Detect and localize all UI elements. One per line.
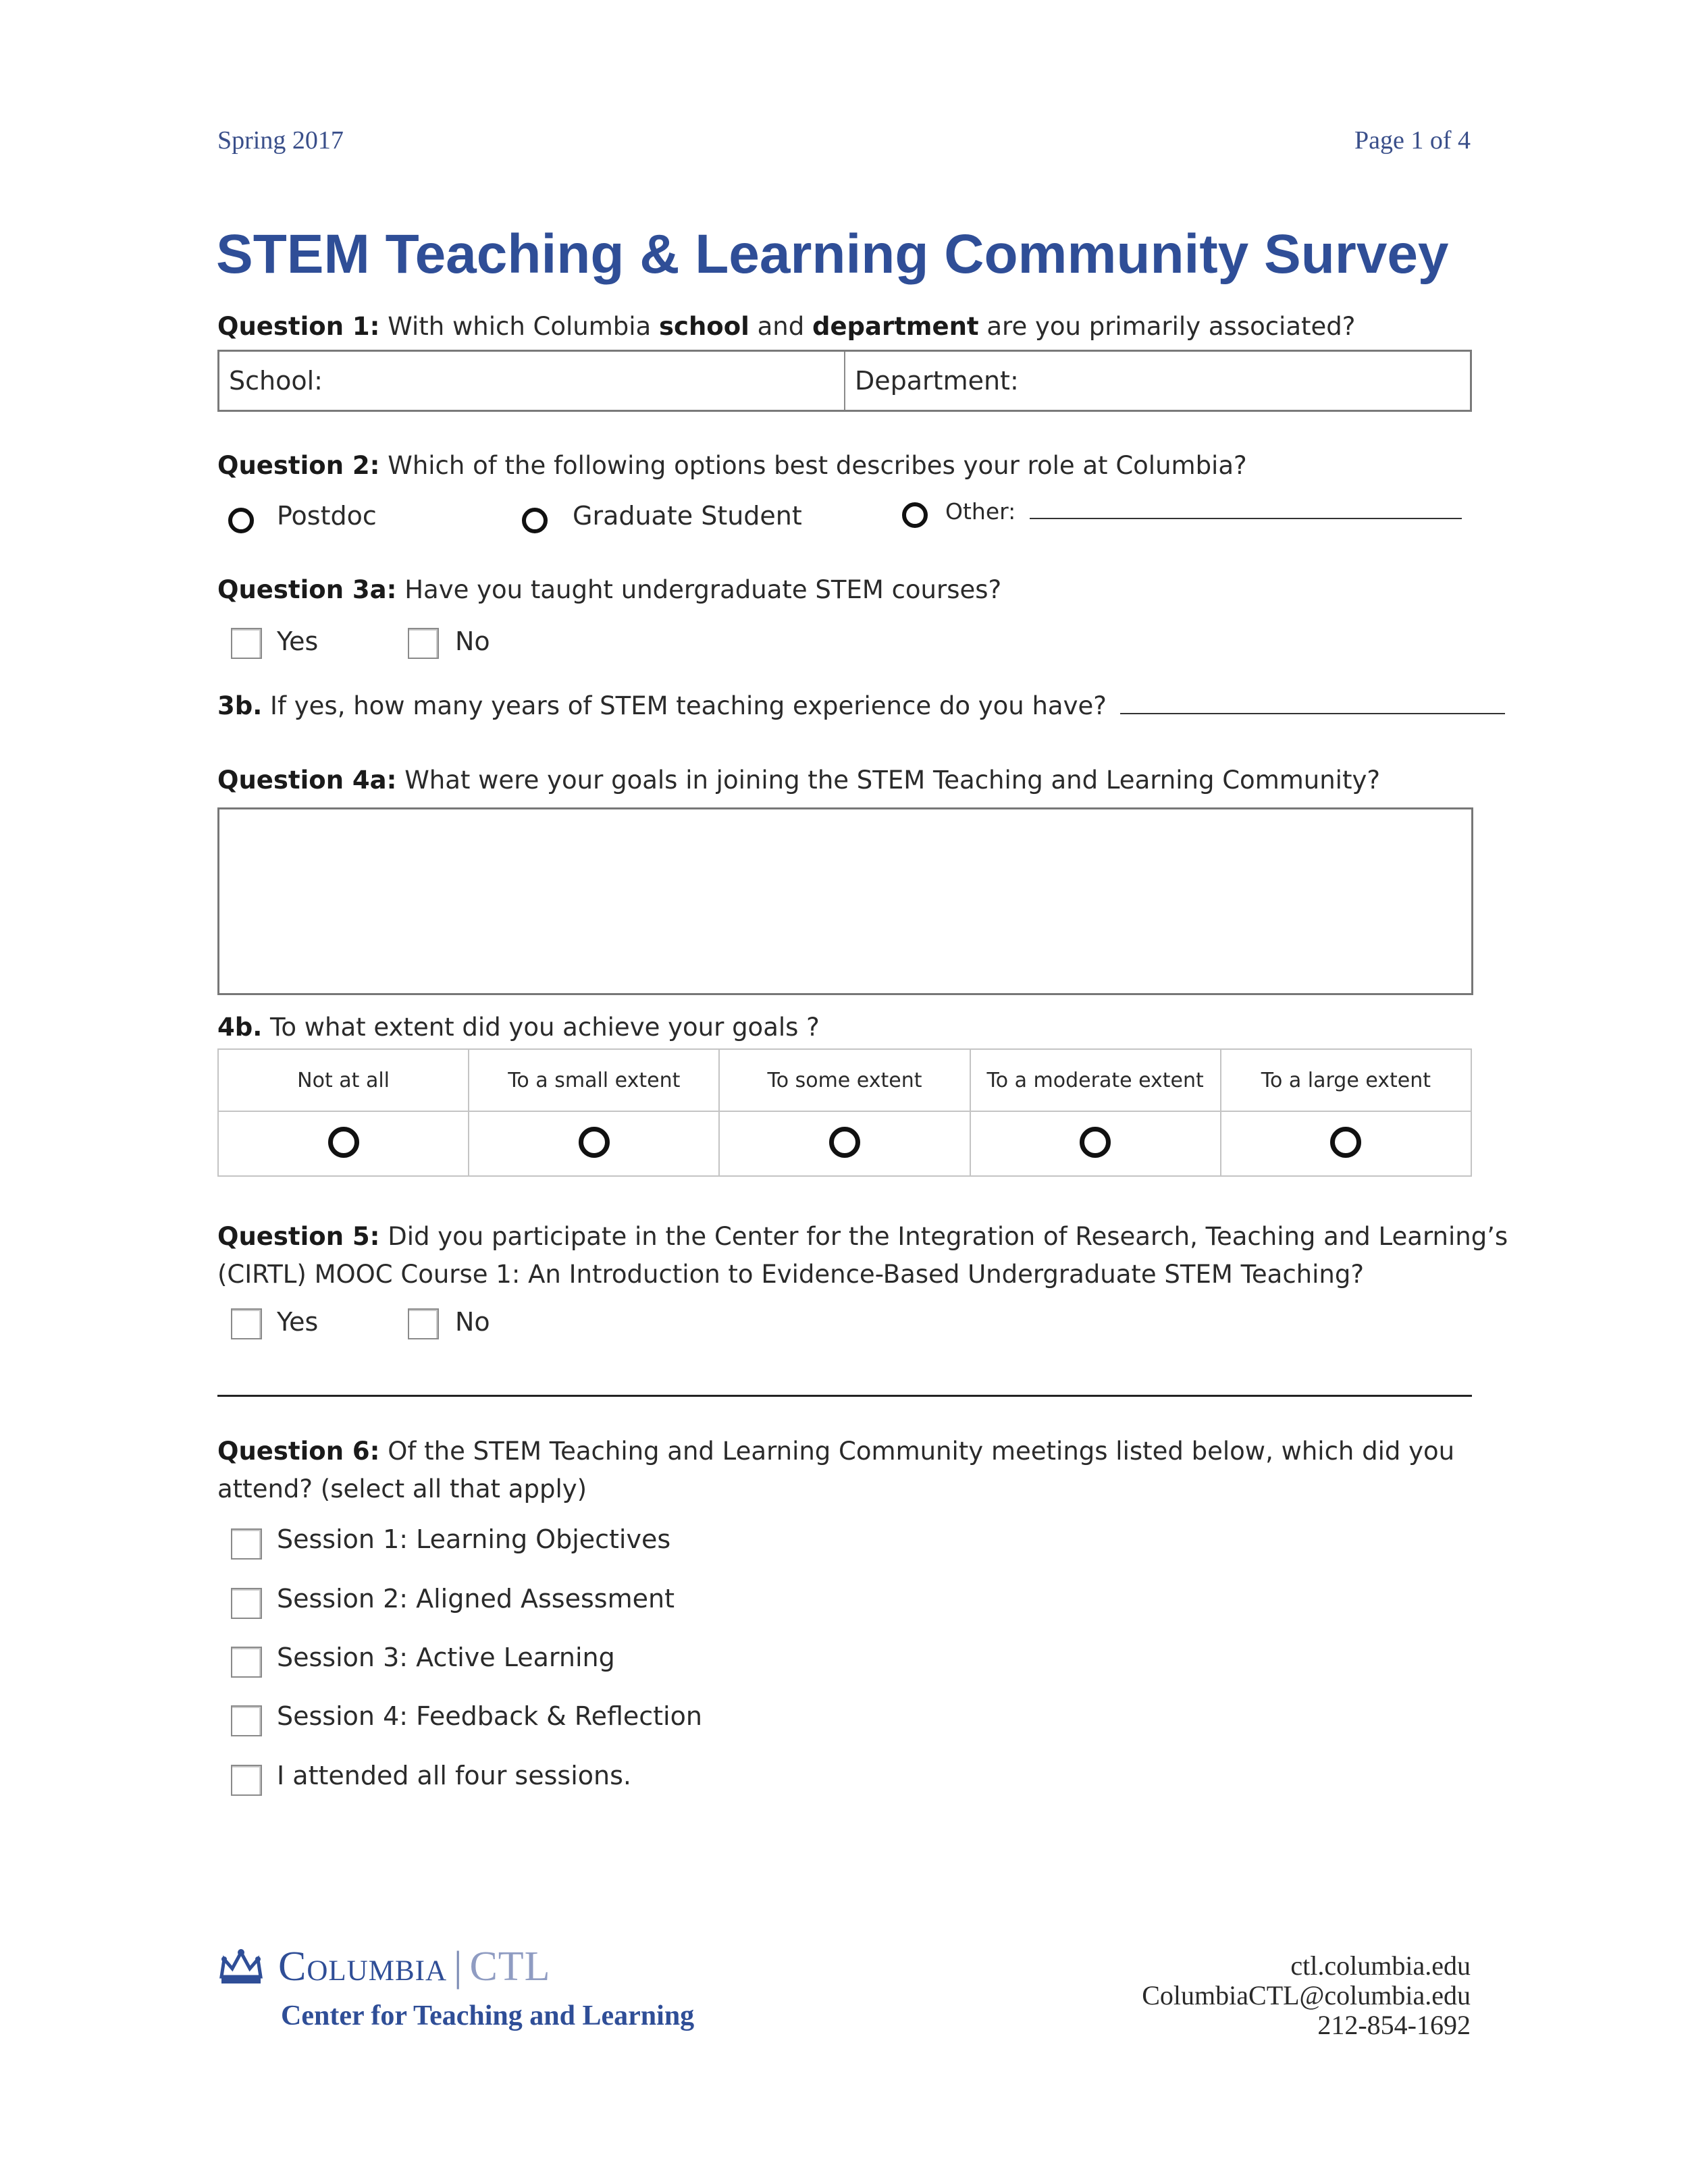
goals-text-box[interactable] [217,807,1473,995]
scale-cell [1221,1111,1471,1176]
logo-columbia: Columbia | CTL [278,1944,551,1990]
question-1-text-c: are you primarily associated? [978,312,1356,341]
question-4a [217,766,1380,795]
question-6-line-1: Of the STEM Teaching and Learning Community meetings listed below, which did you [379,1437,1455,1466]
option-q3a-yes: Yes [277,627,319,656]
question-1-bold-department: department [812,312,979,341]
checkbox-session-2[interactable] [231,1588,262,1619]
option-postdoc: Postdoc [277,501,377,531]
question-6 [217,1437,1454,1466]
page-number: Page 1 of 4 [1354,126,1471,155]
logo-ctl-text: CTL [469,1944,551,1990]
option-q5-no: No [455,1307,490,1337]
checkbox-q3a-yes[interactable] [231,628,262,659]
question-3a [217,575,1001,604]
school-department-table [217,350,1472,412]
question-3b-label: 3b. [217,691,263,720]
footer-email[interactable]: ColumbiaCTL@columbia.edu [1142,1980,1471,2010]
semester-label: Spring 2017 [217,126,344,155]
department-field[interactable] [845,351,1471,411]
checkbox-q5-no[interactable] [408,1308,439,1339]
scale-moderate-extent: To a moderate extent [970,1049,1221,1111]
scale-cell [218,1111,469,1176]
question-3a-text: Have you taught undergraduate STEM courses? [396,575,1002,604]
department-label: Department: [855,366,1019,396]
scale-cell [469,1111,719,1176]
scale-cell [719,1111,970,1176]
scale-not-at-all: Not at all [218,1049,469,1111]
checkbox-all-sessions[interactable] [231,1765,262,1796]
radio-moderate-extent[interactable] [1080,1127,1111,1158]
question-4b-label: 4b. [217,1013,263,1042]
radio-large-extent[interactable] [1330,1127,1361,1158]
radio-other[interactable] [902,502,928,528]
option-session-3: Session 3: Active Learning [277,1643,615,1672]
question-4a-label: Question 4a: [217,766,397,795]
question-3b-text: If yes, how many years of STEM teaching experience do you have? [262,691,1107,720]
question-4b [217,1013,820,1042]
radio-not-at-all[interactable] [328,1127,359,1158]
question-6-label: Question 6: [217,1437,380,1466]
checkbox-session-3[interactable] [231,1647,262,1678]
question-3b [217,691,1505,720]
section-divider [217,1395,1472,1397]
checkbox-session-1[interactable] [231,1528,262,1560]
question-4a-text: What were your goals in joining the STEM Teaching and Learning Community? [396,766,1381,795]
question-1-text-b: and [749,312,812,341]
checkbox-session-4[interactable] [231,1705,262,1736]
scale-large-extent: To a large extent [1221,1049,1471,1111]
logo-subtitle: Center for Teaching and Learning [281,2000,695,2031]
scale-small-extent: To a small extent [469,1049,719,1111]
years-write-in-line[interactable] [1120,713,1505,714]
option-graduate-student: Graduate Student [573,501,802,531]
question-4b-text: To what extent did you achieve your goals ? [262,1013,820,1042]
option-all-sessions: I attended all four sessions. [277,1761,631,1790]
question-5 [217,1222,1508,1251]
option-other-label: Other: [945,498,1016,525]
option-session-4: Session 4: Feedback & Reflection [277,1701,702,1731]
question-1 [217,312,1355,341]
checkbox-q3a-no[interactable] [408,628,439,659]
other-write-in-line[interactable] [1030,518,1462,519]
question-2-text: Which of the following options best describes your role at Columbia? [379,451,1247,480]
school-label: School: [229,366,323,396]
logo-columbia-text: Columbia [278,1944,448,1990]
question-5-line-2: (CIRTL) MOOC Course 1: An Introduction to Evidence-Based Undergraduate STEM Teaching? [217,1260,1364,1289]
radio-small-extent[interactable] [579,1127,610,1158]
survey-title: STEM Teaching & Learning Community Survey [216,223,1449,285]
question-5-line-1: Did you participate in the Center for the Integration of Research, Teaching and Learning’s [379,1222,1508,1251]
question-3a-label: Question 3a: [217,575,397,604]
option-session-2: Session 2: Aligned Assessment [277,1584,675,1614]
question-6-line-2: attend? (select all that apply) [217,1474,587,1503]
radio-graduate-student[interactable] [522,508,548,533]
question-1-bold-school: school [659,312,749,341]
question-1-label: Question 1: [217,312,380,341]
radio-some-extent[interactable] [829,1127,860,1158]
checkbox-q5-yes[interactable] [231,1308,262,1339]
question-2-label: Question 2: [217,451,380,480]
radio-postdoc[interactable] [228,508,254,533]
option-other [945,498,1462,525]
school-field[interactable] [219,351,845,411]
footer-website[interactable]: ctl.columbia.edu [1290,1950,1471,1981]
option-session-1: Session 1: Learning Objectives [277,1524,671,1554]
question-5-label: Question 5: [217,1222,380,1251]
scale-some-extent: To some extent [719,1049,970,1111]
question-2 [217,451,1247,480]
crown-icon [217,1947,265,1988]
extent-scale-table [217,1048,1472,1177]
footer-phone: 212-854-1692 [1317,2010,1471,2040]
option-q5-yes: Yes [277,1307,319,1337]
option-q3a-no: No [455,627,490,656]
scale-cell [970,1111,1221,1176]
question-1-text-a: With which Columbia [379,312,659,341]
